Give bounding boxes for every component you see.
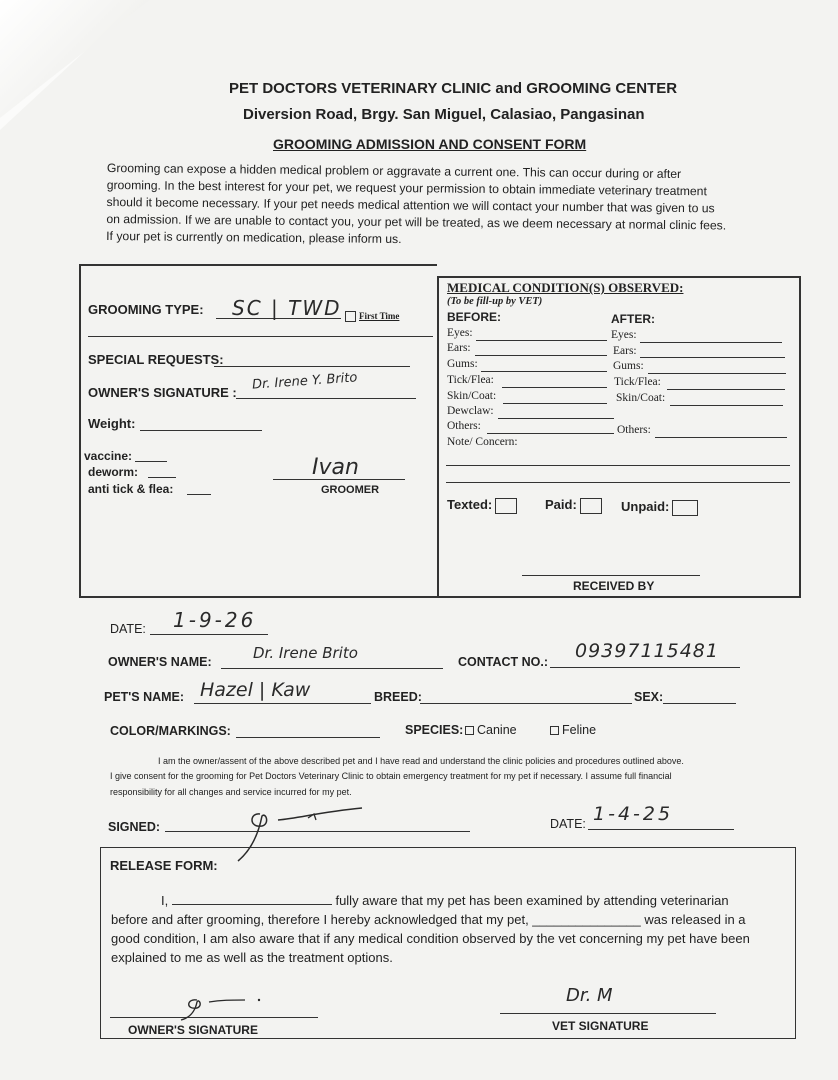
consent-date-label: DATE: — [550, 817, 586, 831]
consent-line-3: responsibility for all changes and service incurred for my pet. — [110, 787, 352, 797]
texted-field — [447, 497, 517, 514]
canine-option[interactable] — [465, 723, 517, 737]
first-time-label: First Time — [359, 311, 400, 321]
release-line-2: before and after grooming, therefore I hereby acknowledged that my pet, _______________ was released in a — [111, 912, 746, 927]
release-line-4: explained to me as well as the treatment options. — [111, 950, 393, 965]
species-label: SPECIES: — [405, 723, 464, 737]
consent-line-1: I am the owner/assent of the above described pet and I have read and understand the clinic policies and procedures outlined above. — [158, 756, 684, 766]
special-requests-line — [214, 366, 410, 367]
first-time-checkbox[interactable] — [345, 311, 356, 322]
canine-label: Canine — [477, 723, 517, 737]
sex-line[interactable] — [663, 703, 736, 704]
before-gums: Gums: — [447, 358, 478, 370]
clinic-address: Diversion Road, Brgy. San Miguel, Calasiao, Pangasinan — [243, 106, 645, 123]
after-gums-line[interactable] — [648, 373, 786, 374]
medical-title: MEDICAL CONDITION(S) OBSERVED: — [447, 280, 684, 295]
sex-label: SEX: — [634, 690, 664, 704]
release-line-1 — [111, 891, 791, 910]
consent-line-2: I give consent for the grooming for Pet Doctors Veterinary Clinic to obtain emergency treatment for my pet if necessary. I assume full financial — [110, 771, 672, 781]
canine-checkbox[interactable] — [465, 726, 474, 735]
breed-label: BREED: — [374, 690, 422, 704]
owner-signature-value[interactable]: Dr. Irene Y. Brito — [251, 370, 358, 393]
contact-line — [550, 667, 740, 668]
release-owner-scribble — [175, 994, 265, 1024]
vet-signature-value[interactable]: Dr. M — [566, 985, 613, 1006]
received-by-label: RECEIVED BY — [573, 579, 655, 593]
clinic-name: PET DOCTORS VETERINARY CLINIC and GROOMING CENTER — [229, 80, 678, 97]
intro-line: If your pet is currently on medication, please inform us. — [106, 228, 402, 247]
release-vet-sig-label: VET SIGNATURE — [552, 1019, 649, 1033]
feline-checkbox[interactable] — [550, 726, 559, 735]
owner-name-line — [221, 668, 443, 669]
intro-line: on admission. If we are unable to contact you, your pet will be treated, as we deem necessary at normal clinic fees. — [106, 211, 727, 233]
release-title: RELEASE FORM: — [110, 858, 218, 873]
unpaid-label: Unpaid: — [621, 499, 670, 514]
feline-option[interactable] — [550, 723, 596, 737]
after-label: AFTER: — [611, 312, 655, 326]
groomer-signature[interactable]: Ivan — [312, 455, 359, 480]
before-skin: Skin/Coat: — [447, 390, 497, 402]
before-label: BEFORE: — [447, 310, 501, 324]
color-line[interactable] — [236, 737, 380, 738]
release-line-3: good condition, I am also aware that if any medical condition observed by the vet concerning my pet have been — [111, 931, 750, 946]
texted-checkbox[interactable] — [495, 498, 517, 514]
grooming-type-value[interactable]: SC | TWD — [232, 296, 342, 320]
owner-signature-line — [236, 398, 416, 399]
folded-corner — [0, 0, 150, 118]
pet-name-value[interactable]: Hazel | Kaw — [200, 679, 311, 701]
after-ears: Ears: — [613, 345, 637, 357]
unpaid-field — [621, 499, 698, 516]
owner-signature-scribble — [230, 806, 370, 866]
release-text: fully aware that my pet has been examined by attending veterinarian — [331, 893, 729, 908]
release-name-blank[interactable] — [172, 892, 332, 905]
after-eyes-line[interactable] — [640, 342, 782, 343]
release-text: I, — [161, 893, 172, 908]
before-ears-line[interactable] — [475, 355, 607, 356]
groomer-label: GROOMER — [321, 484, 380, 496]
received-by-line[interactable] — [522, 575, 700, 576]
before-gums-line[interactable] — [481, 371, 607, 372]
intro-line: should it become necessary. If your pet needs medical attention we will contact your number that was given to us — [106, 194, 715, 216]
signed-label: SIGNED: — [108, 820, 161, 834]
form-title: GROOMING ADMISSION AND CONSENT FORM — [273, 136, 587, 152]
antitick-line — [187, 494, 211, 495]
before-ears: Ears: — [447, 342, 471, 354]
owner-signature-label: OWNER'S SIGNATURE : — [88, 385, 237, 400]
feline-label: Feline — [562, 723, 597, 737]
before-others-line[interactable] — [487, 433, 614, 434]
paid-checkbox[interactable] — [580, 498, 602, 514]
intro-line: grooming. In the best interest for your pet, we request your permission to obtain immediate veterinary treatment — [106, 177, 707, 199]
grooming-type-label: GROOMING TYPE: — [88, 302, 204, 317]
intro-line: Grooming can expose a hidden medical problem or aggravate a current one. This can occur during or after — [106, 160, 682, 182]
antitick-label: anti tick & flea: — [88, 482, 174, 496]
before-tick-line[interactable] — [502, 387, 607, 388]
weight-line — [140, 430, 262, 431]
owner-name-label: OWNER'S NAME: — [108, 655, 212, 669]
after-eyes: Eyes: — [611, 329, 637, 341]
paid-field — [545, 497, 602, 514]
medical-subtitle: (To be fill-up by VET) — [447, 296, 543, 307]
after-skin: Skin/Coat: — [616, 392, 666, 404]
special-requests-label: SPECIAL REQUESTS: — [88, 352, 224, 367]
before-skin-line[interactable] — [503, 403, 607, 404]
after-gums: Gums: — [613, 360, 644, 372]
before-others: Others: — [447, 420, 481, 432]
grooming-type-underline — [88, 336, 433, 337]
paid-label: Paid: — [545, 497, 577, 512]
color-label: COLOR/MARKINGS: — [110, 724, 231, 738]
intro-paragraph — [106, 160, 739, 252]
release-owner-sig-label: OWNER'S SIGNATURE — [128, 1023, 258, 1037]
owner-name-value[interactable]: Dr. Irene Brito — [253, 644, 358, 662]
unpaid-checkbox[interactable] — [672, 500, 698, 516]
note-line-1[interactable] — [446, 465, 790, 466]
contact-label: CONTACT NO.: — [458, 655, 549, 669]
breed-line[interactable] — [420, 703, 632, 704]
groomer-line — [273, 479, 405, 480]
after-ears-line[interactable] — [640, 357, 785, 358]
first-time-option[interactable] — [345, 311, 399, 322]
consent-date-line — [588, 829, 734, 830]
before-dewclaw-line[interactable] — [498, 418, 614, 419]
deworm-line — [148, 477, 176, 478]
contact-value[interactable]: 09397115481 — [575, 640, 719, 662]
vaccine-line — [135, 461, 167, 462]
date-label: DATE: — [110, 622, 146, 636]
vaccine-label: vaccine: — [84, 449, 133, 463]
after-tick-line[interactable] — [667, 389, 785, 390]
after-tick: Tick/Flea: — [614, 376, 661, 388]
before-eyes-line[interactable] — [476, 340, 607, 341]
date-value[interactable]: 1-9-26 — [173, 608, 257, 632]
after-skin-line[interactable] — [670, 405, 783, 406]
after-others: Others: — [617, 424, 651, 436]
pet-name-label: PET'S NAME: — [104, 690, 185, 704]
before-tick: Tick/Flea: — [447, 374, 494, 386]
note-label: Note/ Concern: — [447, 436, 518, 448]
before-dewclaw: Dewclaw: — [447, 405, 494, 417]
after-others-line[interactable] — [655, 437, 787, 438]
date-line — [150, 634, 268, 635]
deworm-label: deworm: — [88, 465, 139, 479]
weight-label: Weight: — [88, 416, 136, 431]
release-vet-sig-line[interactable] — [500, 1013, 716, 1014]
note-line-2[interactable] — [446, 482, 790, 483]
consent-date-value[interactable]: 1-4-25 — [593, 803, 674, 825]
pet-name-line — [194, 703, 371, 704]
before-eyes: Eyes: — [447, 327, 473, 339]
texted-label: Texted: — [447, 497, 493, 512]
